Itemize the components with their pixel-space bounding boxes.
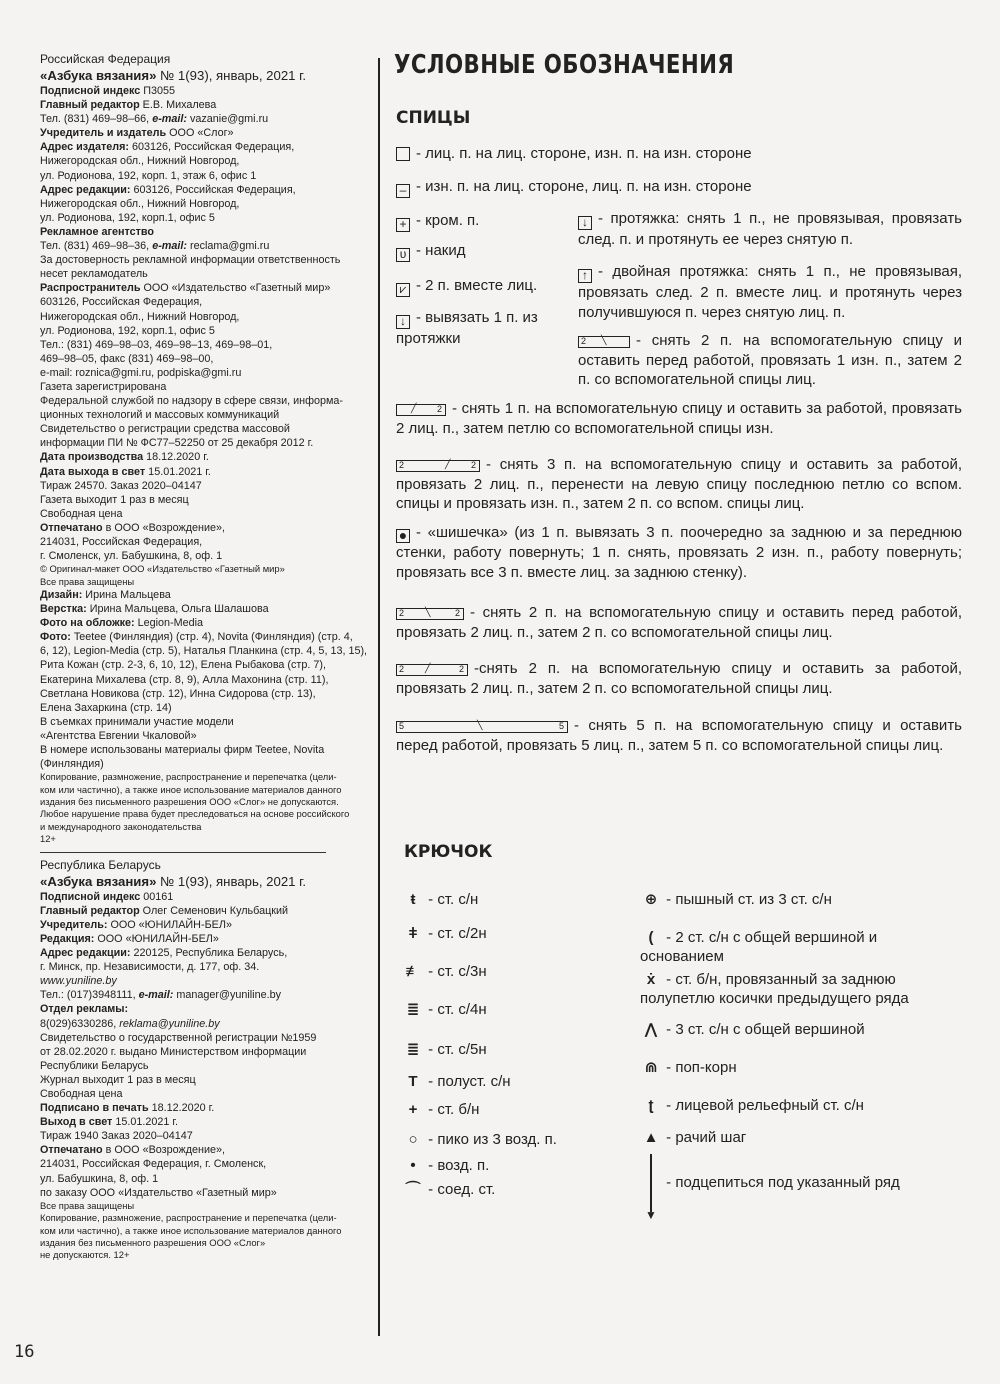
imprint-line: Елена Захаркина (стр. 14) bbox=[40, 701, 172, 714]
legend-3dc-cluster: ⋀ - 3 ст. с/н с общей вершиной bbox=[640, 1020, 865, 1039]
legend-sc: + - ст. б/н bbox=[402, 1100, 479, 1119]
imprint-line: e-mail: roznica@gmi.ru, podpiska@gmi.ru bbox=[40, 366, 242, 379]
imprint-line: ционных технологий и массовых коммуникаций bbox=[40, 409, 280, 422]
empty-square-icon bbox=[396, 147, 410, 161]
imprint-line: ул. Родионова, 192, корп. 1, этаж 6, офис 1 bbox=[40, 169, 257, 182]
imprint-line: Выход в свет 15.01.2021 г. bbox=[40, 1116, 179, 1129]
page-title: УСЛОВНЫЕ ОБОЗНАЧЕНИЯ bbox=[394, 50, 735, 80]
imprint-line: Нижегородская обл., Нижний Новгород, bbox=[40, 197, 240, 210]
magazine-ru: «Азбука вязания» № 1(93), январь, 2021 г. bbox=[40, 68, 307, 83]
qtr-icon: ≣ bbox=[406, 1041, 420, 1058]
cable-1-2-icon: ╱ 2 bbox=[396, 404, 446, 416]
picot-icon: ○ bbox=[408, 1131, 418, 1148]
arc-icon: ⌒ bbox=[405, 1181, 421, 1198]
imprint-line: от 28.02.2020 г. выдано Министерством информации bbox=[40, 1045, 307, 1058]
imprint-line: Копирование, размножение, распространение и перепечатка (цели- bbox=[40, 1212, 337, 1224]
imprint-line: по заказу ООО «Издательство «Газетный мир» bbox=[40, 1186, 277, 1199]
legend-picot: ○ - пико из 3 возд. п. bbox=[402, 1130, 557, 1149]
imprint-line: Все права защищены bbox=[40, 1199, 135, 1211]
imprint-line: «Агентства Евгении Чкаловой» bbox=[40, 729, 197, 742]
legend-cable-2-2-front: 2 ╲ 2 - снять 2 п. на вспомогательную спицу и оставить перед работой, провязать 2 лиц. п., затем 2 п. со вспомогательной спицы лиц. bbox=[396, 604, 962, 641]
imprint-line: Фото на обложке: Legion-Media bbox=[40, 617, 204, 630]
region-ru: Российская Федерация bbox=[40, 52, 171, 66]
imprint-by-lines bbox=[40, 890, 380, 1262]
k2tog-square-icon: ⩗ bbox=[396, 283, 410, 297]
legend-2dc-cluster: ( - 2 ст. с/н с общей вершиной и основанием bbox=[640, 929, 878, 965]
imprint-line: ул. Родионова, 192, корп.1, офис 5 bbox=[40, 211, 215, 224]
imprint-line: Федеральной службой по надзору в сфере связи, информа- bbox=[40, 395, 344, 408]
legend-k2tog: ⩗ - 2 п. вместе лиц. bbox=[396, 276, 566, 297]
down-arrow-square-icon: ↓ bbox=[578, 216, 592, 230]
imprint-line: Екатерина Михалева (стр. 8, 9), Алла Махонина (стр. 11), bbox=[40, 673, 329, 686]
imprint-line: Тираж 24570. Заказ 2020–04147 bbox=[40, 479, 202, 492]
triangle-icon: ▲ bbox=[643, 1129, 659, 1146]
legend-knit-stitch: - лиц. п. на лиц. стороне, изн. п. на изн. стороне bbox=[396, 144, 966, 164]
imprint-line: г. Минск, пр. Независимости, д. 177, оф. 34. bbox=[40, 961, 260, 974]
imprint-line: Свидетельство о регистрации средства массовой bbox=[40, 423, 290, 436]
legend-dtr: ≢ - ст. с/3н bbox=[402, 962, 487, 981]
sc-back-loop-icon: ẋ bbox=[646, 971, 656, 988]
legend-ch: • - возд. п. bbox=[402, 1156, 489, 1175]
dc-icon: ŧ bbox=[410, 891, 416, 908]
imprint-line: Нижегородская обл., Нижний Новгород, bbox=[40, 310, 240, 323]
imprint-line: Подписной индекс П3055 bbox=[40, 85, 176, 97]
imprint-line: Адрес редакции: 220125, Республика Беларусь, bbox=[40, 947, 288, 960]
3dc-cluster-icon: ⋀ bbox=[644, 1021, 658, 1038]
legend-double-slip-pass: ↑ - двойная протяжка: снять 1 п., не провязывая, провязать след. 2 п. вместе лиц. и протянуть через получившуюся п. через снятую лиц. п. bbox=[578, 263, 962, 321]
down-hook-square-icon: ↓ bbox=[396, 315, 410, 329]
legend-cable-3-2-back: 2 ╱ 2 - снять 3 п. на вспомогательную спицу и оставить за работой, провязать 2 лиц. п., перенести на левую спицу последнюю петлю со вспом. спицы и провязать изн. п., затем 2 п. со вспом. спицы лиц. bbox=[396, 456, 962, 512]
imprint-line: Газета выходит 1 раз в месяц bbox=[40, 493, 189, 506]
imprint-line: Светлана Новикова (стр. 12), Инна Сидорова (стр. 13), bbox=[40, 687, 316, 700]
imprint-line: (Финляндия) bbox=[40, 758, 104, 771]
imprint-line: и международного законодательства bbox=[40, 820, 202, 832]
dot-icon: • bbox=[410, 1157, 416, 1174]
legend-cable-2-1-front: 2 ╲ - снять 2 п. на вспомогательную спицу и оставить перед работой, провязать 1 изн. п., затем 2 п. со вспомогательной спицы лиц. bbox=[578, 332, 962, 388]
hdc-icon: T bbox=[408, 1073, 418, 1090]
imprint-line: Адрес редакции: 603126, Российская Федерация, bbox=[40, 183, 296, 196]
imprint-line: Подписной индекс 00161 bbox=[40, 890, 174, 903]
legend-tr: ǂ - ст. с/2н bbox=[402, 924, 487, 943]
imprint-line: 214031, Российская Федерация, bbox=[40, 536, 203, 548]
imprint-line: Главный редактор Е.В. Михалева bbox=[40, 99, 217, 112]
imprint-line: Отпечатано в ООО «Возрождение», bbox=[40, 1144, 226, 1157]
imprint-line: Любое нарушение права будет преследоваться на основе российского bbox=[40, 808, 350, 820]
fpdc-icon: ʈ bbox=[648, 1097, 654, 1114]
dtr-icon: ≢ bbox=[405, 963, 421, 980]
imprint-line: Редакция: ООО «ЮНИЛАЙН-БЕЛ» bbox=[40, 932, 219, 945]
legend-hdc: T - полуст. с/н bbox=[402, 1072, 511, 1091]
imprint-line: 469–98–05, факс (831) 469–98–00, bbox=[40, 352, 214, 365]
imprint-line: Тел. (831) 469–98–36, e-mail: reclama@gmi.ru bbox=[40, 240, 270, 253]
imprint-line: 8(029)6330286, reklama@yuniline.by bbox=[40, 1017, 220, 1030]
imprint-line: Рекламное агентство bbox=[40, 225, 154, 238]
imprint-line: Журнал выходит 1 раз в месяц bbox=[40, 1073, 196, 1086]
imprint-line: издания без письменного разрешения ООО «Слог» bbox=[40, 1236, 266, 1248]
imprint-line: Отдел рекламы: bbox=[40, 1003, 129, 1016]
imprint-line: Свободная цена bbox=[40, 1087, 123, 1100]
long-down-arrow-icon: ▼ bbox=[640, 1168, 662, 1187]
imprint-line: www.yuniline.by bbox=[40, 975, 117, 988]
legend-qtr: ≣ - ст. с/5н bbox=[402, 1040, 487, 1059]
imprint-line: Дата производства 18.12.2020 г. bbox=[40, 451, 209, 464]
imprint-line: 6, 12), Legion-Media (стр. 5), Наталья Планкина (стр. 4, 5, 13, 15), bbox=[40, 645, 368, 658]
cluster-icon: ( bbox=[648, 929, 654, 946]
legend-crab-stitch: ▲ - рачий шаг bbox=[640, 1128, 746, 1147]
cable-2-1-icon: 2 ╲ bbox=[578, 336, 630, 348]
legend-purl-stitch: – - изн. п. на лиц. стороне, лиц. п. на изн. стороне bbox=[396, 177, 966, 198]
plus-icon: + bbox=[408, 1101, 418, 1118]
imprint-line: Тираж 1940 Заказ 2020–04147 bbox=[40, 1130, 193, 1143]
imprint-line: В номере использованы материалы фирм Teetee, Novita bbox=[40, 744, 325, 757]
imprint-line: Отпечатано в ООО «Возрождение», bbox=[40, 521, 226, 534]
trtr-icon: ≣ bbox=[406, 1001, 420, 1018]
imprint-line: несет рекламодатель bbox=[40, 268, 148, 281]
plus-square-icon: + bbox=[396, 218, 410, 232]
imprint-line: Дата выхода в свет 15.01.2021 г. bbox=[40, 465, 211, 478]
knit-section-title: СПИЦЫ bbox=[396, 108, 471, 128]
legend-cable-5-5-front: 5 ╲ 5 - снять 5 п. на вспомогательную спицу и оставить перед работой, провязать 5 лиц. п., затем 5 п. со вспомогательной спицы лиц. bbox=[396, 717, 962, 754]
imprint-line: Дизайн: Ирина Мальцева bbox=[40, 589, 171, 601]
cable-5-5-icon: 5 ╲ 5 bbox=[396, 721, 568, 733]
cable-2-2-front-icon: 2 ╲ 2 bbox=[396, 608, 464, 620]
imprint-line: ул. Родионова, 192, корп.1, офис 5 bbox=[40, 324, 215, 337]
imprint-line: Учредитель: ООО «ЮНИЛАЙН-БЕЛ» bbox=[40, 918, 232, 931]
legend-fpdc: ʈ - лицевой рельефный ст. с/н bbox=[640, 1096, 864, 1115]
legend-dc: ŧ - ст. с/н bbox=[402, 890, 478, 909]
crochet-section-title: КРЮЧОК bbox=[404, 842, 493, 862]
bobble-square-icon: ● bbox=[396, 529, 410, 543]
imprint-line: Тел. (831) 469–98–66, e-mail: vazanie@gmi.ru bbox=[40, 113, 269, 126]
imprint-line: Распространитель ООО «Издательство «Газетный мир» bbox=[40, 282, 331, 295]
divider bbox=[40, 852, 326, 853]
imprint-line: ком или частично), а также иное использование материалов данного bbox=[40, 783, 342, 795]
legend-popcorn: ⋒ - поп-корн bbox=[640, 1058, 737, 1077]
legend-puff: ⊕ - пышный ст. из 3 ст. с/н bbox=[640, 890, 832, 909]
imprint-line: Республики Беларусь bbox=[40, 1059, 149, 1072]
legend-bobble: ● - «шишечка» (из 1 п. вывязать 3 п. поочередно за заднюю и за переднюю стенки, работу повернуть; 1 п. снять, провязать 2 изн. п., работу повернуть; провязать все 3 п. вместе лиц. за заднюю стенку). bbox=[396, 524, 962, 581]
u-square-icon: υ bbox=[396, 248, 410, 262]
imprint-line: Тел.: (831) 469–98–03, 469–98–13, 469–98–01, bbox=[40, 338, 273, 351]
legend-slst: ⌒ - соед. ст. bbox=[402, 1180, 495, 1199]
legend-hook-under: ▼ - подцепиться под указанный ряд bbox=[640, 1168, 900, 1192]
imprint-line: Подписано в печать 18.12.2020 г. bbox=[40, 1102, 215, 1115]
popcorn-icon: ⋒ bbox=[644, 1059, 658, 1076]
imprint-line: © Оригинал-макет ООО «Издательство «Газетный мир» bbox=[40, 563, 285, 575]
imprint-line: Копирование, размножение, распространение и перепечатка (цели- bbox=[40, 771, 337, 783]
imprint-line: информации ПИ № ФС77–52250 от 25 декабря 2012 г. bbox=[40, 437, 314, 450]
imprint-line: Верстка: Ирина Мальцева, Ольга Шалашова bbox=[40, 603, 269, 616]
legend-cable-1-2-back: ╱ 2 - снять 1 п. на вспомогательную спицу и оставить за работой, провязать 2 лиц. п., затем петлю со вспомогательной спицы изн. bbox=[396, 400, 962, 437]
magazine-by: «Азбука вязания» № 1(93), январь, 2021 г. bbox=[40, 873, 307, 889]
imprint-line: Главный редактор Олег Семенович Кульбацкий bbox=[40, 904, 289, 917]
imprint-line: В съемках принимали участие модели bbox=[40, 715, 234, 728]
imprint-line: ком или частично), а также иное использование материалов данного bbox=[40, 1224, 342, 1236]
imprint-line: За достоверность рекламной информации ответственность bbox=[40, 254, 341, 267]
imprint-line: Нижегородская обл., Нижний Новгород, bbox=[40, 155, 240, 168]
imprint-line: 214031, Российская Федерация, г. Смоленск, bbox=[40, 1158, 267, 1171]
region-by: Республика Беларусь bbox=[40, 857, 161, 872]
imprint-column bbox=[40, 52, 380, 1262]
legend-sc-back-loop: ẋ - ст. б/н, провязанный за заднюю полупетлю косички предыдущего ряда bbox=[640, 971, 909, 1007]
imprint-line: г. Смоленск, ул. Бабушкина, 8, оф. 1 bbox=[40, 550, 223, 563]
imprint-line: не допускаются. 12+ bbox=[40, 1249, 130, 1261]
legend-trtr: ≣ - ст. с/4н bbox=[402, 1000, 487, 1019]
legend-slip-pass: ↓ - протяжка: снять 1 п., не провязывая, провязать след. п. и протянуть ее через снятую п. bbox=[578, 210, 962, 248]
tr-icon: ǂ bbox=[408, 925, 418, 942]
column-divider bbox=[378, 58, 380, 1336]
dash-square-icon: – bbox=[396, 184, 410, 198]
imprint-line: 603126, Российская Федерация, bbox=[40, 296, 203, 309]
imprint-line: издания без письменного разрешения ООО «Слог» не допускаются. bbox=[40, 796, 339, 808]
legend-yarn-over: υ - накид bbox=[396, 241, 566, 262]
cable-2-2-back-icon: 2 ╱ 2 bbox=[396, 664, 468, 676]
imprint-line: Учредитель и издатель ООО «Слог» bbox=[40, 127, 234, 140]
imprint-line: ул. Бабушкина, 8, оф. 1 bbox=[40, 1172, 159, 1185]
legend-edge-stitch: + - кром. п. bbox=[396, 211, 566, 232]
imprint-line: Адрес издателя: 603126, Российская Федерация, bbox=[40, 141, 295, 154]
up-arrow-square-icon: ↑ bbox=[578, 269, 592, 283]
cable-3-2-icon: 2 ╱ 2 bbox=[396, 460, 480, 472]
imprint-ru-lines bbox=[40, 84, 380, 846]
legend-from-strand: ↓ - вывязать 1 п. из протяжки bbox=[396, 309, 538, 347]
imprint-line: 12+ bbox=[40, 833, 56, 845]
imprint-line: Газета зарегистрирована bbox=[40, 380, 167, 393]
imprint-line: Все права защищены bbox=[40, 575, 135, 587]
legend-cable-2-2-back: 2 ╱ 2 -снять 2 п. на вспомогательную спицу и оставить за работой, провязать 2 лиц. п., затем 2 п. со вспомогательной спицы лиц. bbox=[396, 660, 962, 697]
imprint-line: Свидетельство о государственной регистрации №1959 bbox=[40, 1031, 317, 1044]
puff-icon: ⊕ bbox=[644, 891, 658, 908]
page-number: 16 bbox=[14, 1342, 35, 1362]
imprint-line: Свободная цена bbox=[40, 507, 123, 520]
imprint-line: Рита Кожан (стр. 2-3, 6, 10, 12), Елена Рыбакова (стр. 7), bbox=[40, 659, 326, 672]
imprint-line: Фото: Teetee (Финляндия) (стр. 4), Novita (Финляндия) (стр. 4, bbox=[40, 631, 353, 644]
imprint-line: Тел.: (017)3948111, e-mail: manager@yuniline.by bbox=[40, 989, 281, 1002]
